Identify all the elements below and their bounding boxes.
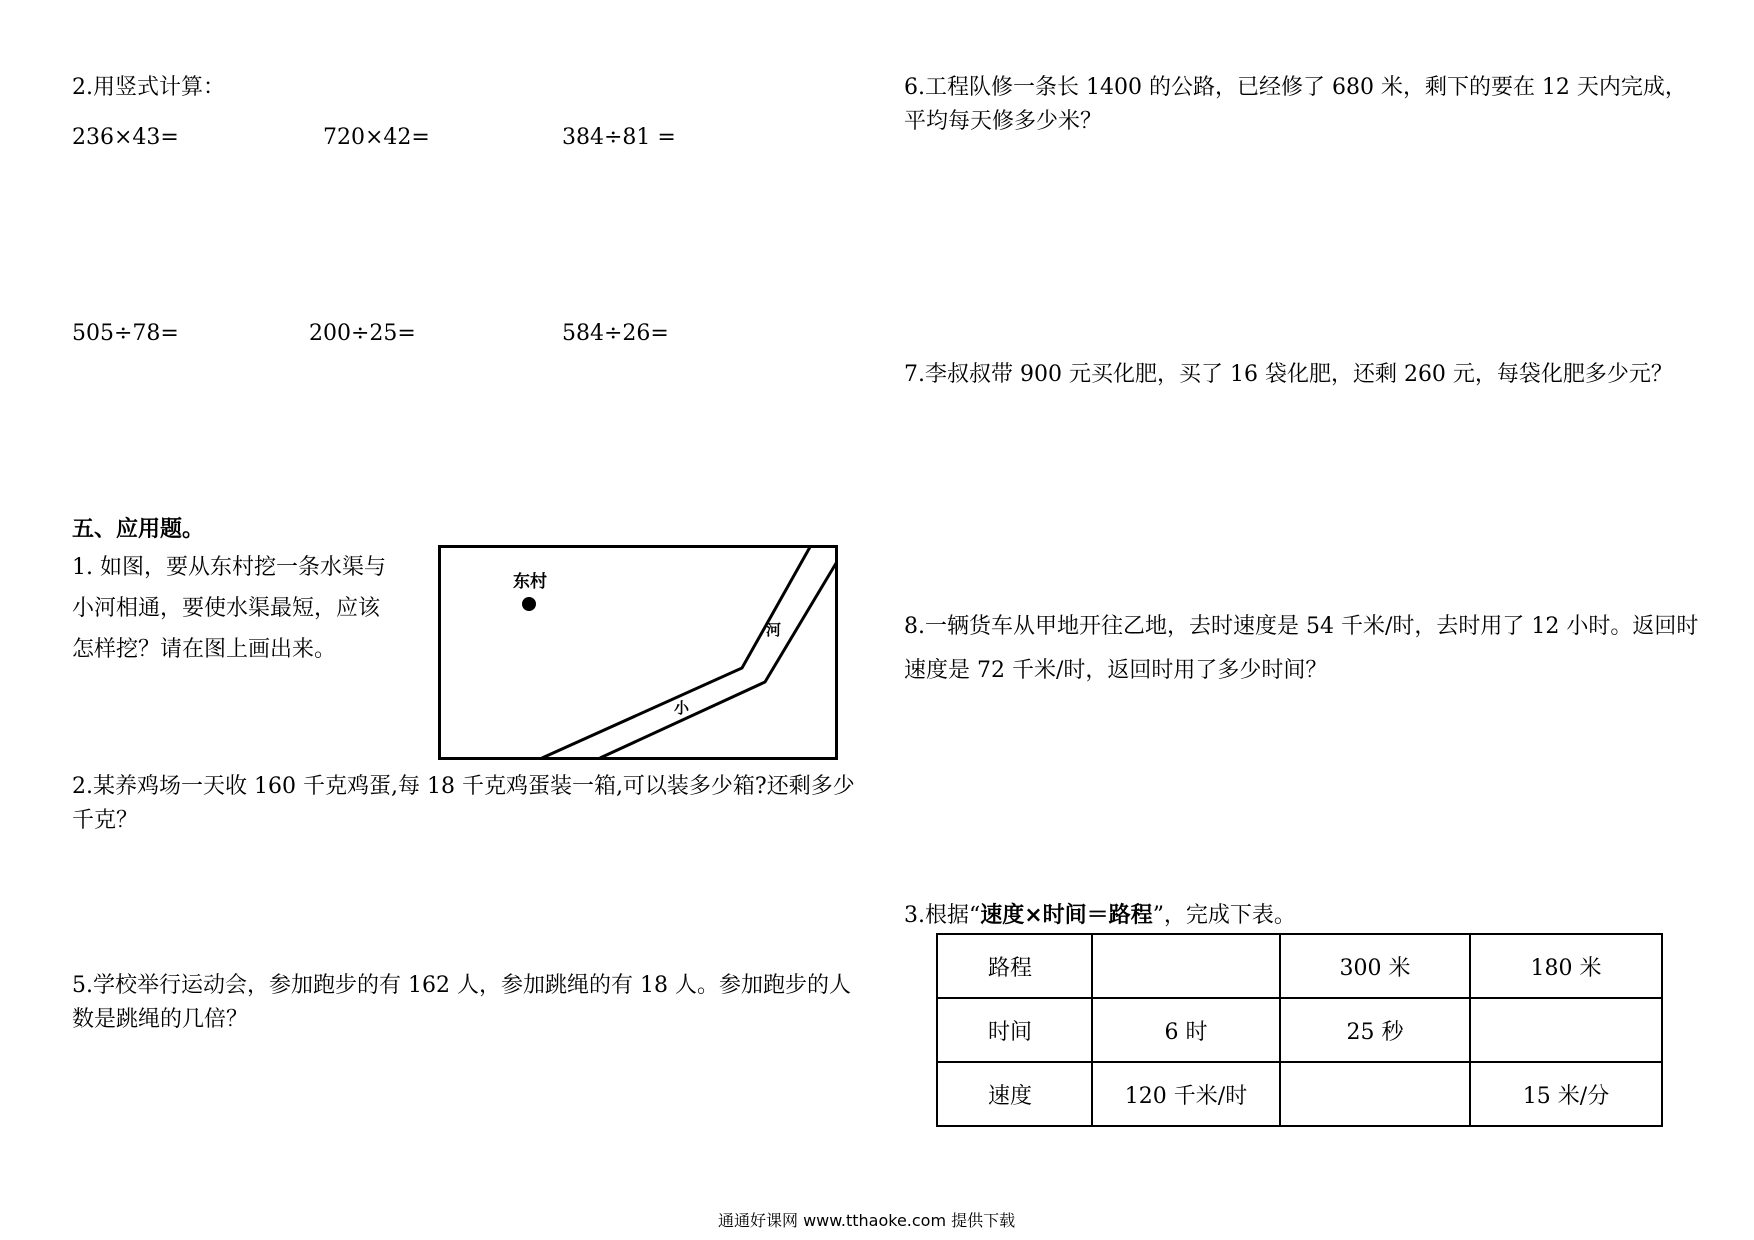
q3-suffix: ”，完成下表。 [1152, 903, 1296, 928]
q2-egg-problem: 2.某养鸡场一天收 160 千克鸡蛋,每 18 千克鸡蛋装一箱,可以装多少箱?还剩多少千克？ [72, 774, 855, 833]
calc-item: 384÷81 = [562, 125, 676, 150]
village-label: 东村 [513, 572, 547, 592]
section-heading: 五、应用题。 [72, 517, 205, 542]
q5-sports-problem: 5.学校举行运动会，参加跑步的有 162 人，参加跳绳的有 18 人。参加跑步的人数是跳绳的几倍？ [72, 973, 851, 1032]
calc-item: 720×42= [323, 125, 430, 150]
table-cell: 300 米 [1280, 934, 1470, 998]
q3-table-prompt [904, 899, 1296, 933]
table-cell[interactable] [1470, 998, 1662, 1062]
q2-calc-title: 2.用竖式计算： [72, 75, 225, 100]
row-label: 时间 [937, 998, 1092, 1062]
table-cell: 180 米 [1470, 934, 1662, 998]
q7-fertilizer-problem: 7.李叔叔带 900 元买化肥，买了 16 袋化肥，还剩 260 元，每袋化肥多少元？ [904, 362, 1673, 387]
table-row [937, 998, 1662, 1062]
river-label-1: 河 [766, 621, 782, 639]
river-diagram [438, 545, 838, 760]
calc-item: 236×43= [72, 125, 179, 150]
q8-truck-problem: 8.一辆货车从甲地开往乙地，去时速度是 54 千米/时，去时用了 12 小时。返回时速度是 72 千米/时，返回时用了多少时间？ [904, 614, 1699, 683]
row-label: 速度 [937, 1062, 1092, 1126]
village-dot [522, 597, 536, 611]
q1-line: 1. 如图，要从东村挖一条水渠与 [72, 555, 386, 580]
calc-item: 584÷26= [562, 321, 669, 346]
table-cell: 120 千米/时 [1092, 1062, 1280, 1126]
row-label: 路程 [937, 934, 1092, 998]
table-row [937, 934, 1662, 998]
diagram-frame [440, 547, 837, 759]
q3-formula: 速度×时间＝路程 [980, 903, 1153, 928]
table-cell: 15 米/分 [1470, 1062, 1662, 1126]
speed-time-distance-table [936, 933, 1663, 1127]
river-bank-left [542, 547, 810, 758]
table-row [937, 1062, 1662, 1126]
q6-road-problem: 6.工程队修一条长 1400 的公路，已经修了 680 米，剩下的要在 12 天内完成，平均每天修多少米？ [904, 75, 1687, 134]
calc-item: 505÷78= [72, 321, 179, 346]
table-cell[interactable] [1280, 1062, 1470, 1126]
table-cell: 6 时 [1092, 998, 1280, 1062]
q3-prefix: 3.根据“ [904, 903, 981, 928]
river-label-2: 小 [674, 699, 690, 717]
footer-source: 通通好课网 www.tthaoke.com 提供下载 [718, 1211, 1016, 1230]
q1-line: 怎样挖？请在图上画出来。 [72, 637, 337, 662]
table-cell[interactable] [1092, 934, 1280, 998]
calc-item: 200÷25= [309, 321, 416, 346]
river-bank-right [600, 560, 838, 758]
table-cell: 25 秒 [1280, 998, 1470, 1062]
q1-line: 小河相通，要使水渠最短，应该 [72, 596, 381, 621]
